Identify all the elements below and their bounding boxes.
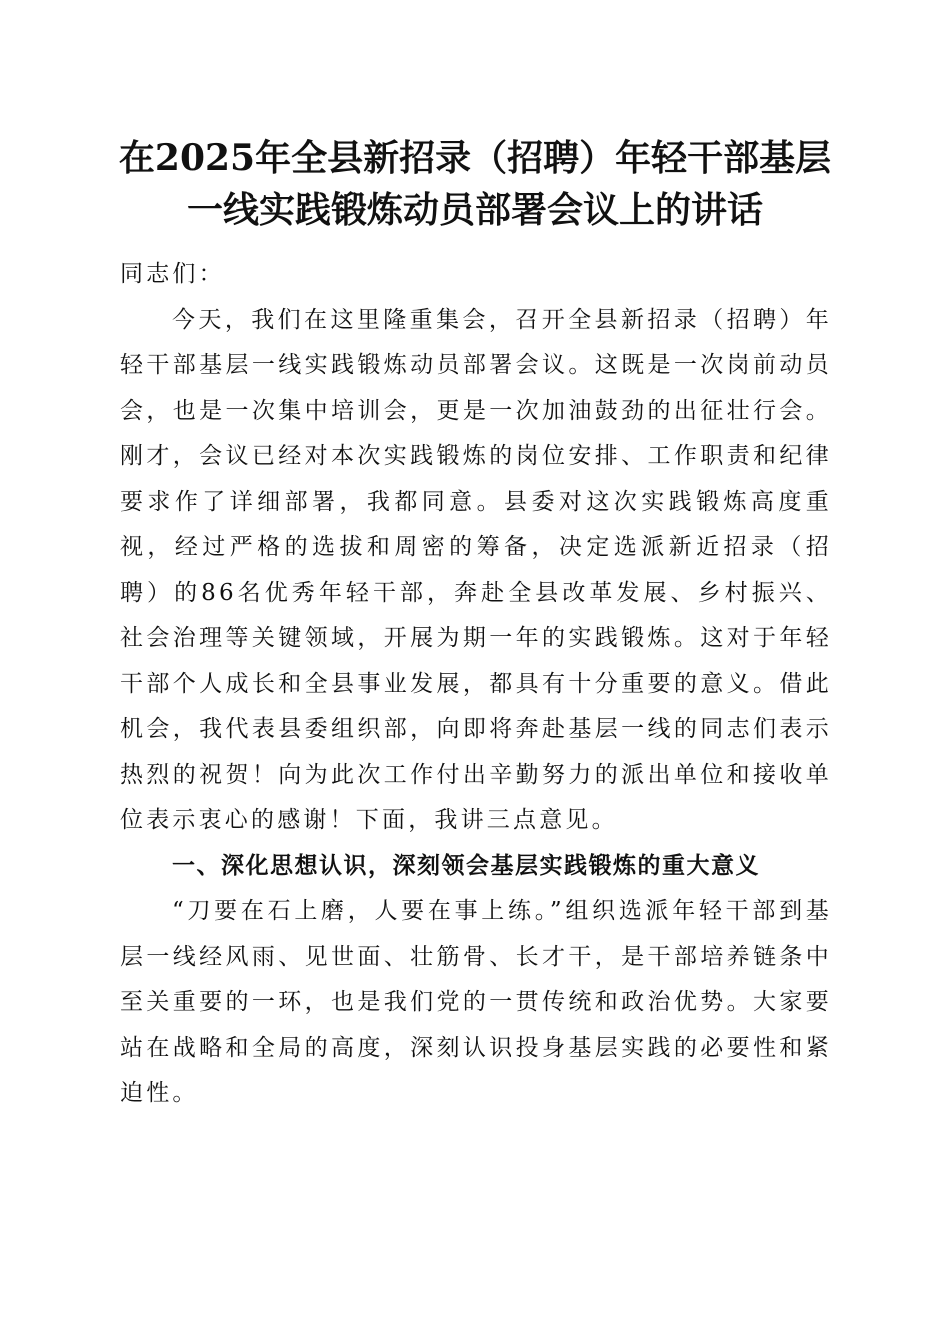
- title-line-2: 一线实践锻炼动员部署会议上的讲话: [186, 189, 763, 231]
- title-line-1: 在2025年全县新招录（招聘）年轻干部基层: [118, 137, 832, 179]
- document-body: [120, 252, 832, 1117]
- section-heading-1: 一、深化思想认识，深刻领会基层实践锻炼的重大意义: [172, 852, 760, 879]
- salutation: 同志们：: [120, 261, 225, 287]
- paragraph-opening: 今天，我们在这里隆重集会，召开全县新招录（招聘）年轻干部基层一线实践锻炼动员部署会议。这既是一次岗前动员会，也是一次集中培训会，更是一次加油鼓劲的出征壮行会。刚才，会议已经对本次实践锻炼的岗位安排、工作职责和纪律要求作了详细部署，我都同意。县委对这次实践锻炼高度重视，经过严格的选拔和周密的筹备，决定选派新近招录（招聘）的86名优秀年轻干部，奔赴全县改革发展、乡村振兴、社会治理等关键领域，开展为期一年的实践锻炼。这对于年轻干部个人成长和全县事业发展，都具有十分重要的意义。借此机会，我代表县委组织部，向即将奔赴基层一线的同志们表示热烈的祝贺！向为此次工作付出辛勤努力的派出单位和接收单位表示衷心的感谢！下面，我讲三点意见。: [120, 306, 832, 833]
- document-title: [100, 132, 850, 236]
- paragraph-section-1: “刀要在石上磨，人要在事上练。”组织选派年轻干部到基层一线经风雨、见世面、壮筋骨、长才干，是干部培养链条中至关重要的一环，也是我们党的一贯传统和政治优势。大家要站在战略和全局的高度，深刻认识投身基层实践的必要性和紧迫性。: [120, 898, 832, 1106]
